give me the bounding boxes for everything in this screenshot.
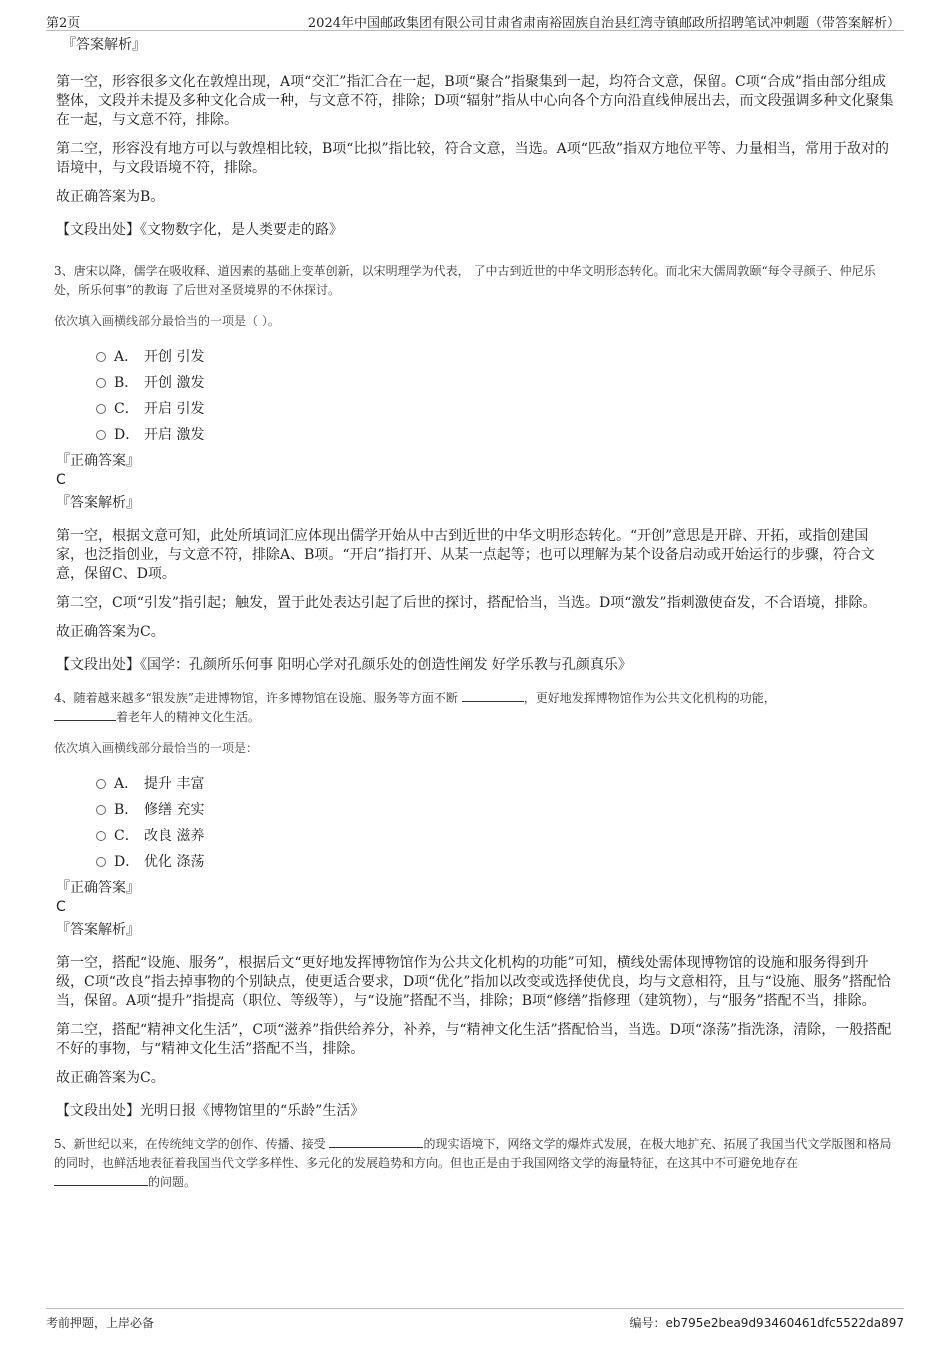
conclusion: 故正确答案为B。 (56, 189, 165, 205)
analysis-paragraph: 第一空，根据文意可知，此处所填词汇应体现出儒学开始从中古到近世的中华文明形态转化。“开创”意思是开辟、开拓，或指创建国家，也泛指创业，与文意不符，排除A、B项。“开启”指打开、从某一点起等；也可以理解为某个设备启动或开始运行的步骤，符合文意，保留C、D项。 (56, 528, 875, 582)
correct-answer: C (56, 899, 66, 915)
option-c[interactable]: C． 改良 滋养 (96, 823, 894, 849)
question-4-options (96, 771, 894, 875)
page-number: 第2页 (46, 16, 81, 31)
radio-icon[interactable] (96, 857, 106, 867)
question-3-prompt: 依次填入画横线部分最恰当的一项是（ ）。 (54, 314, 280, 328)
radio-icon[interactable] (96, 805, 106, 815)
answer-blank (54, 1173, 148, 1186)
analysis-paragraph: 第二空，搭配“精神文化生活”，C项“滋养”指供给养分，补养，与“精神文化生活”搭配恰当，当选。D项“涤荡”指洗涤，清除，一般搭配不好的事物，与“精神文化生活”搭配不当，排除。 (56, 1022, 892, 1057)
analysis-tag: 『答案解析』 (56, 922, 140, 938)
option-d[interactable]: D． 优化 涤荡 (96, 849, 894, 875)
page-header (46, 10, 904, 31)
question-3-options (96, 344, 894, 448)
correct-answer-tag: 『正确答案』 (56, 453, 140, 469)
option-b[interactable]: B． 开创 激发 (96, 370, 894, 396)
analysis-paragraph: 第二空，形容没有地方可以与敦煌相比较，B项“比拟”指比较，符合文意，当选。A项“匹敌”指双方地位平等、力量相当，常用于敌对的语境中，与文段语境不符，排除。 (56, 141, 890, 176)
option-a[interactable]: A． 提升 丰富 (96, 771, 894, 797)
conclusion: 故正确答案为C。 (56, 624, 165, 640)
question-4-text: 4、随着越来越多“银发族”走进博物馆，许多博物馆在设施、服务等方面不断 ，更好地发挥博物馆作为公共文化机构的功能， 着老年人的精神文化生活。 (54, 691, 776, 724)
page-footer (46, 1308, 904, 1333)
source-citation: 【文段出处】《国学：孔颜所乐何事 阳明心学对孔颜乐处的创造性阐发 好学乐教与孔颜真乐》 (56, 657, 632, 673)
radio-icon[interactable] (96, 831, 106, 841)
conclusion: 故正确答案为C。 (56, 1070, 165, 1086)
footer-slogan: 考前押题，上岸必备 (46, 1316, 155, 1330)
analysis-tag: 『答案解析』 (62, 37, 146, 53)
option-d[interactable]: D． 开启 激发 (96, 422, 894, 448)
radio-icon[interactable] (96, 378, 106, 388)
radio-icon[interactable] (96, 779, 106, 789)
document-id: 编号：eb795e2bea9d93460461dfc5522da897 (629, 1316, 904, 1330)
question-3-text: 3、唐宋以降，儒学在吸收释、道因素的基础上变革创新，以宋明理学为代表， 了中古到近世的中华文明形态转化。而北宋大儒周敦颐“每令寻颜子、仲尼乐处，所乐何事”的教诲 了后世对圣贤境界的不休探讨。 (54, 264, 876, 297)
analysis-paragraph: 第一空，搭配“设施、服务”，根据后文“更好地发挥博物馆作为公共文化机构的功能”可知，横线处需体现博物馆的设施和服务得到升级，C项“改良”指去掉事物的个别缺点，使更适合要求，D项“优化”指加以改变或选择使优良，均与文意相符，且与“设施、服务”搭配恰当，保留。A项“提升”指提高（职位、等级等），与“设施”搭配不当，排除；B项“修缮”指修理（建筑物），与“服务”搭配不当，排除。 (56, 955, 891, 1009)
option-b[interactable]: B． 修缮 充实 (96, 797, 894, 823)
source-citation: 【文段出处】光明日报《博物馆里的“乐龄”生活》 (56, 1103, 365, 1119)
radio-icon[interactable] (96, 404, 106, 414)
option-a[interactable]: A． 开创 引发 (96, 344, 894, 370)
analysis-paragraph: 第一空，形容很多文化在敦煌出现，A项“交汇”指汇合在一起，B项“聚合”指聚集到一起，均符合文意，保留。C项“合成”指由部分组成整体，文段并未提及多种文化合成一种，与文意不符，排除；D项“辐射”指从中心向各个方向沿直线伸展出去，而文段强调多种文化聚集在一起，与文意不符，排除。 (56, 74, 894, 128)
answer-blank (54, 708, 116, 721)
option-c[interactable]: C． 开启 引发 (96, 396, 894, 422)
analysis-paragraph: 第二空，C项“引发”指引起；触发，置于此处表达引起了后世的探讨，搭配恰当，当选。D项“激发”指刺激使奋发，不合语境，排除。 (56, 595, 877, 611)
radio-icon[interactable] (96, 430, 106, 440)
correct-answer-tag: 『正确答案』 (56, 880, 140, 896)
question-4-prompt: 依次填入画横线部分最恰当的一项是： (54, 741, 259, 755)
question-5-text: 5、新世纪以来，在传统纯文学的创作、传播、接受 的现实语境下，网络文学的爆炸式发展，在极大地扩充、拓展了我国当代文学版图和格局的同时，也鲜活地表征着我国当代文学多样性、多元化的发展趋势和方向。但也正是由于我国网络文学的海量特征，在这其中不可避免地存在 的问题。 (54, 1137, 892, 1189)
analysis-tag: 『答案解析』 (56, 495, 140, 511)
correct-answer: C (56, 472, 66, 488)
answer-blank (462, 689, 524, 702)
radio-icon[interactable] (96, 352, 106, 362)
document-body (56, 36, 894, 1204)
answer-blank (329, 1135, 423, 1148)
source-citation: 【文段出处】《文物数字化，是人类要走的路》 (56, 222, 343, 238)
document-title: 2024年中国邮政集团有限公司甘肃省肃南裕固族自治县红湾寺镇邮政所招聘笔试冲刺题（带答案解析） (307, 16, 900, 31)
